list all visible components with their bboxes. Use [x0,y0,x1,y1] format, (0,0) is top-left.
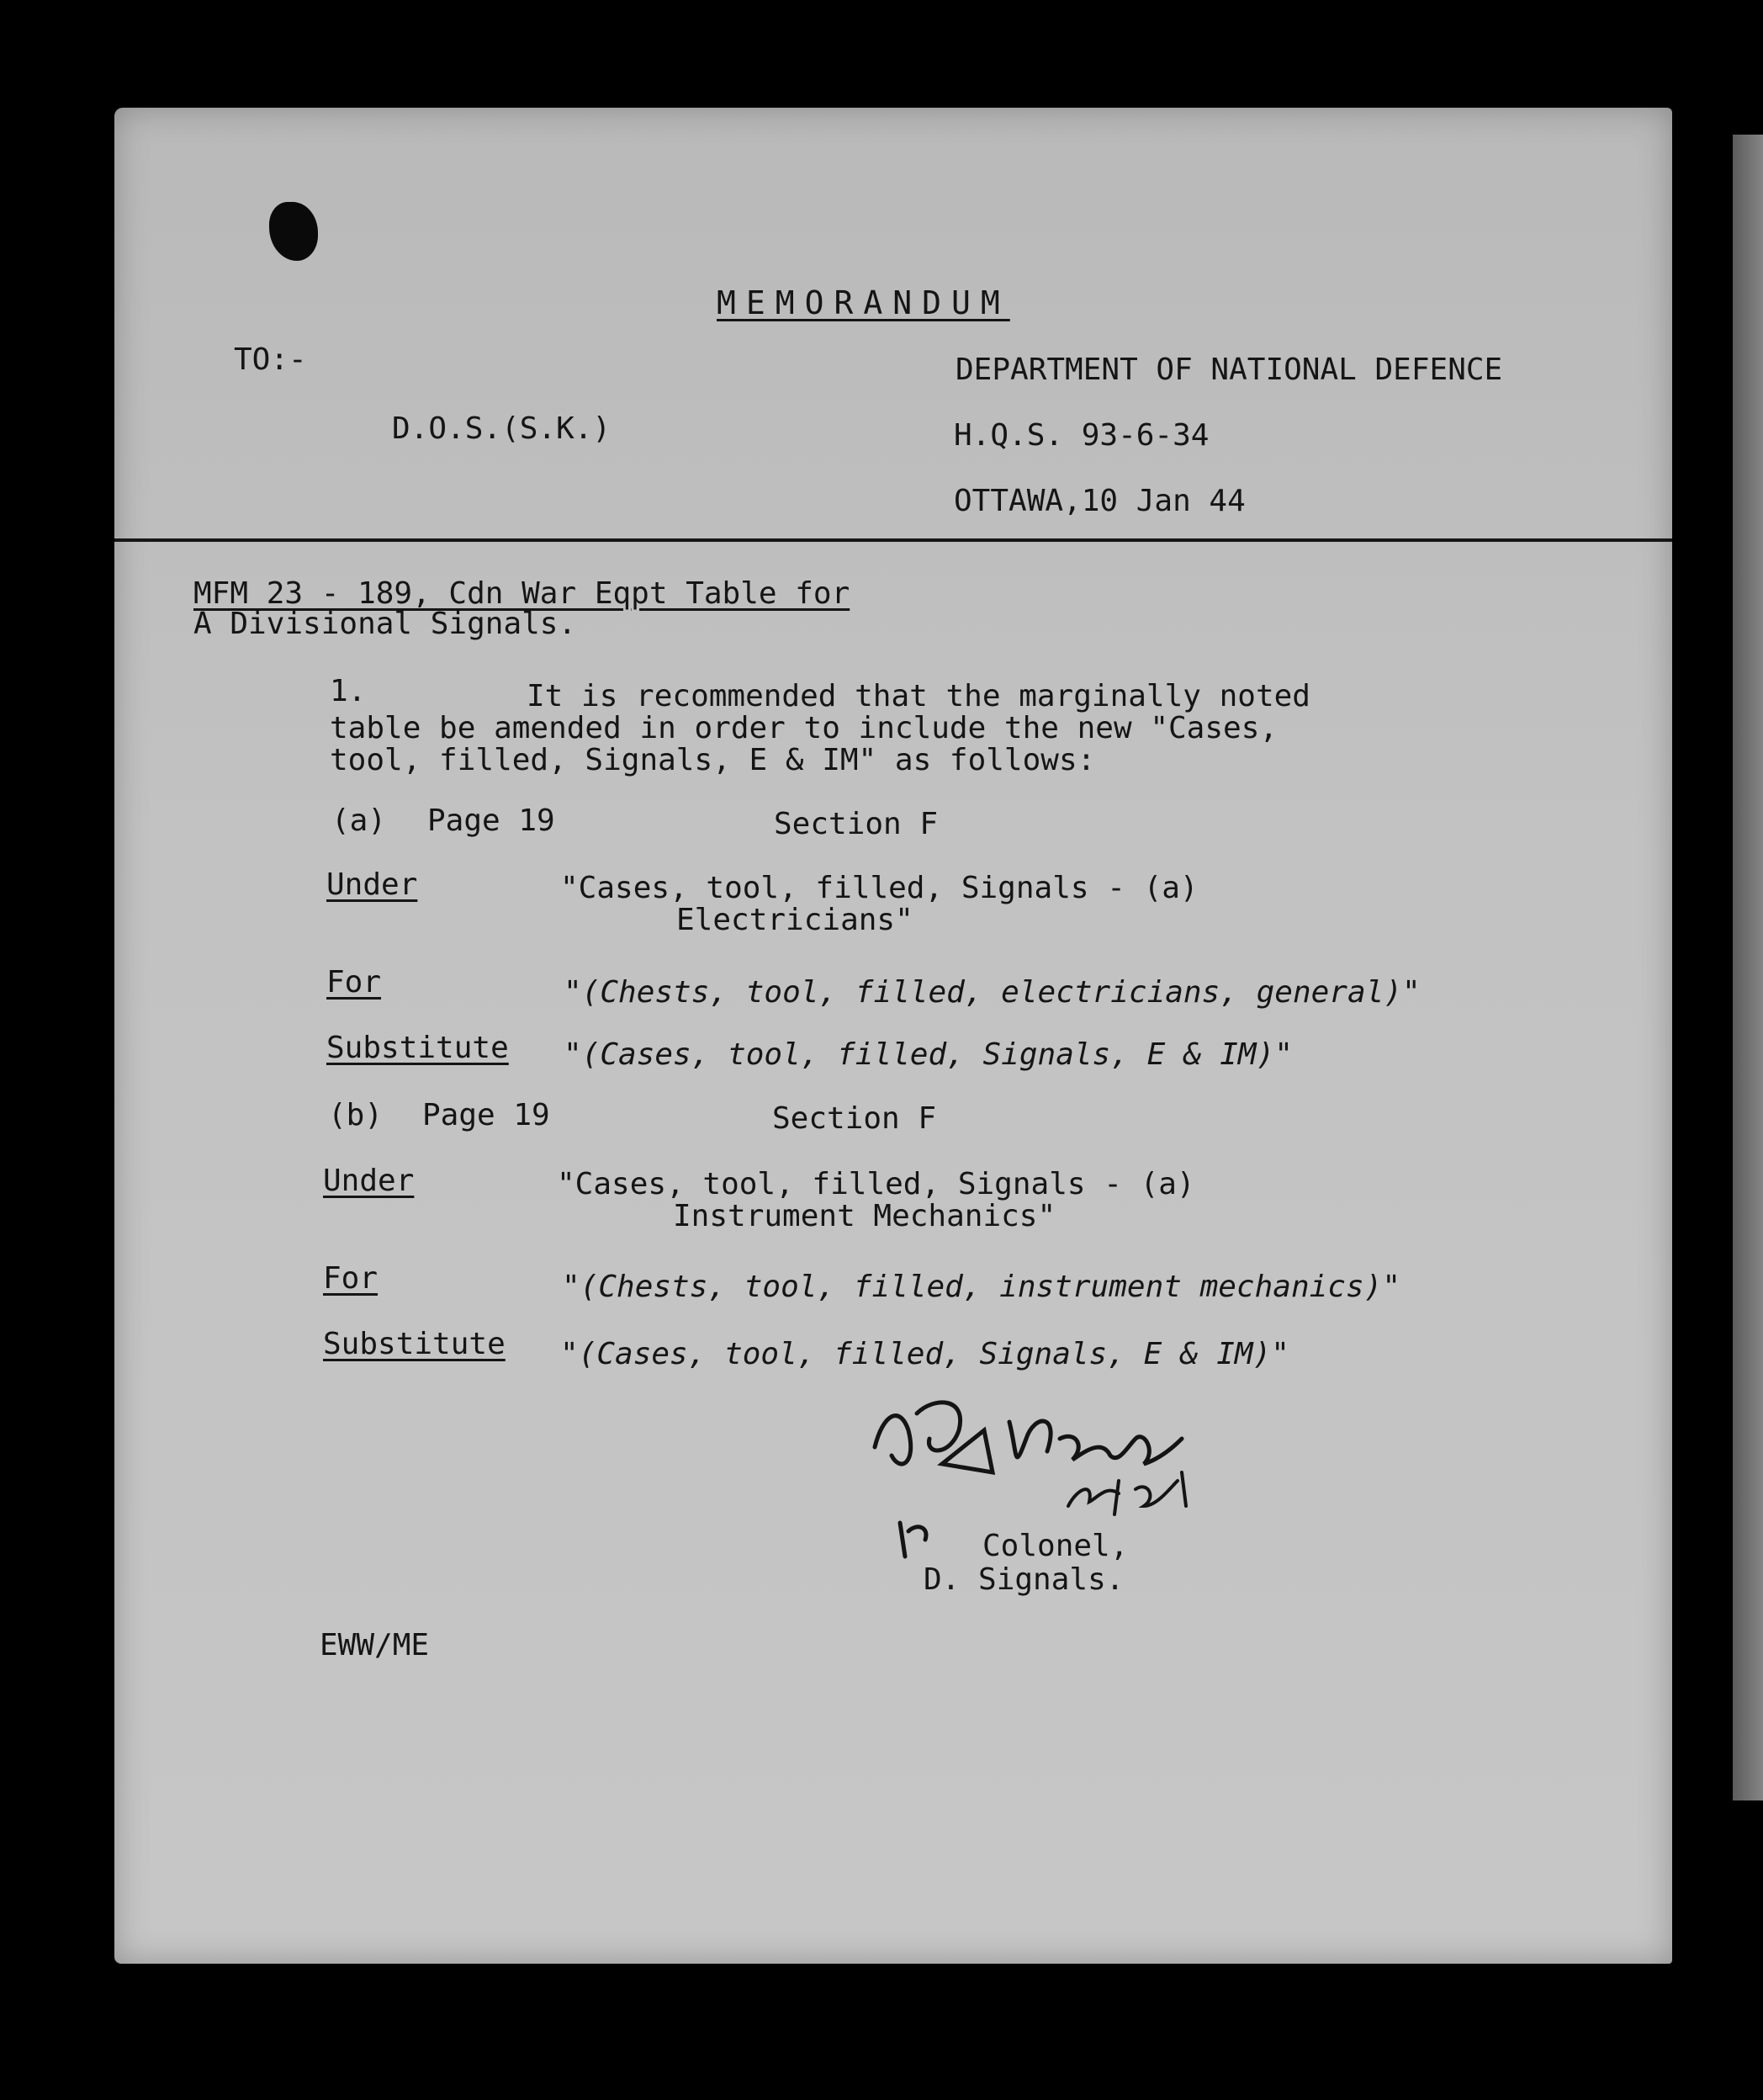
adjacent-page-edge [1733,135,1763,1800]
amendment-a-under-line-1: "Cases, tool, filled, Signals - (a) [560,871,1199,905]
signatory-office: D. Signals. [924,1562,1125,1597]
signatory-rank: Colonel, [982,1529,1129,1563]
amendment-b-for-text: "(Chests, tool, filled, instrument mechanics)" [562,1270,1400,1304]
amendment-b-section: Section F [772,1101,937,1136]
amendment-a-for-label: For [326,965,382,1000]
amendment-a-substitute-text: "(Cases, tool, filled, Signals, E & IM)" [564,1037,1293,1072]
place-date: OTTAWA,10 Jan 44 [954,484,1246,518]
addressee: D.O.S.(S.K.) [392,411,611,446]
amendment-b-under-line-2: Instrument Mechanics" [673,1199,1056,1233]
department-name: DEPARTMENT OF NATIONAL DEFENCE [956,353,1503,387]
paragraph-number: 1. [330,674,367,708]
to-label: TO:- [234,342,307,377]
amendment-a-under-label: Under [326,867,418,902]
amendment-b-under-label: Under [323,1164,415,1198]
memo-title: MEMORANDUM [717,284,1010,321]
file-reference: H.Q.S. 93-6-34 [954,418,1210,453]
subject-line-2: A Divisional Signals. [193,607,577,641]
amendment-b-label: (b) [328,1098,384,1132]
subject-line-1: MFM 23 - 189, Cdn War Eqpt Table for [193,576,850,611]
paragraph-line-1: It is recommended that the marginally noted [527,679,1310,713]
amendment-a-for-text: "(Chests, tool, filled, electricians, general)" [564,975,1421,1010]
amendment-b-substitute-text: "(Cases, tool, filled, Signals, E & IM)" [560,1337,1289,1371]
amendment-b-under-line-1: "Cases, tool, filled, Signals - (a) [557,1167,1195,1201]
reference-initials: EWW/ME [320,1628,430,1662]
amendment-b-for-label: For [323,1261,379,1296]
amendment-b-page: Page 19 [422,1098,550,1132]
amendment-a-substitute-label: Substitute [326,1031,509,1065]
amendment-a-page: Page 19 [427,803,555,838]
paragraph-line-3: tool, filled, Signals, E & IM" as follows: [330,743,1096,777]
amendment-a-section: Section F [774,807,939,841]
header-divider [114,538,1672,542]
paragraph-line-2: table be amended in order to include the new "Cases, [330,711,1279,745]
amendment-a-under-line-2: Electricians" [676,903,913,937]
amendment-a-label: (a) [331,803,387,838]
amendment-b-substitute-label: Substitute [323,1327,506,1361]
